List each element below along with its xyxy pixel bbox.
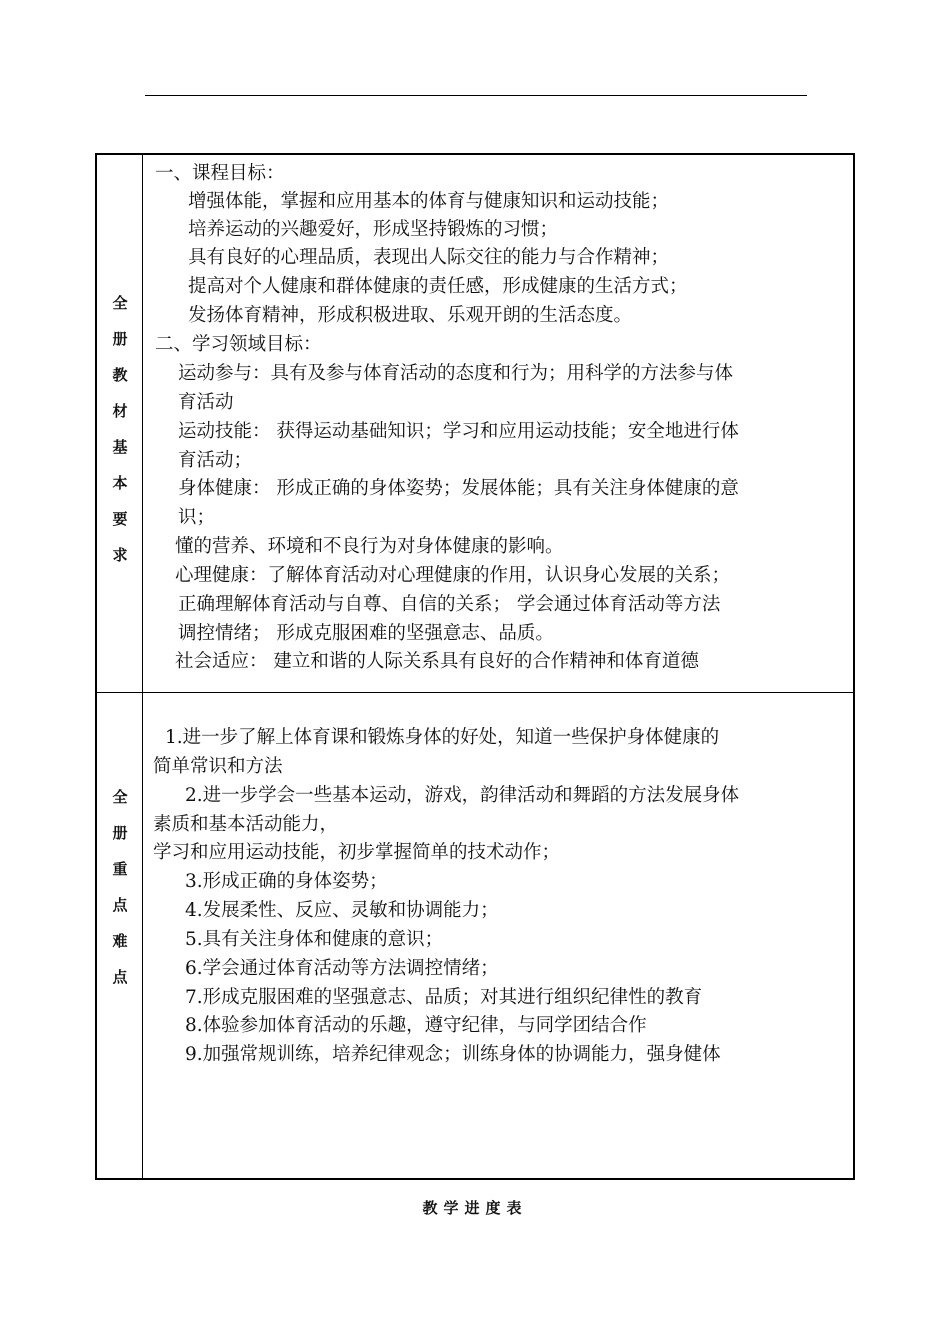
text-line: 培养运动的兴趣爱好，形成坚持锻炼的习惯； <box>188 219 559 240</box>
list-item: 7.形成克服困难的坚强意志、品质；对其进行组织纪律性的教育 <box>185 987 703 1008</box>
text-line: 正确理解体育活动与自尊、自信的关系； 学会通过体育活动等方法 <box>178 594 721 615</box>
text-line: 懂的营养、环境和不良行为对身体健康的影响。 <box>175 536 564 557</box>
vertical-label <box>97 285 143 573</box>
list-item: 4.发展柔性、反应、灵敏和协调能力； <box>185 900 499 921</box>
text-line: 发扬体育精神，形成积极进取、乐观开朗的生活态度。 <box>188 305 633 326</box>
label-char: 重 <box>112 860 128 878</box>
text-line: 运动参与：具有及参与体育活动的态度和行为；用科学的方法参与体 <box>178 363 734 384</box>
row-label-key-difficulties <box>97 693 143 1178</box>
text-line: 增强体能，掌握和应用基本的体育与健康知识和运动技能； <box>188 191 670 212</box>
text-line: 育活动； <box>178 450 253 471</box>
label-char: 册 <box>112 824 128 842</box>
label-char: 基 <box>112 438 128 456</box>
label-char: 材 <box>112 402 128 420</box>
list-item: 素质和基本活动能力， <box>153 814 339 835</box>
text-line: 识； <box>178 507 216 528</box>
list-item: 9.加强常规训练，培养纪律观念；训练身体的协调能力，强身健体 <box>185 1044 721 1065</box>
row-label-basic-requirements <box>97 155 143 692</box>
key-difficulties-content <box>143 693 853 1178</box>
label-char: 求 <box>112 546 128 564</box>
basic-requirements-content <box>143 155 853 692</box>
list-item: 6.学会通过体育活动等方法调控情绪； <box>185 958 499 979</box>
list-item: 5.具有关注身体和健康的意识； <box>185 929 444 950</box>
text-line: 心理健康：了解体育活动对心理健康的作用，认识身心发展的关系； <box>175 565 731 586</box>
text-line: 提高对个人健康和群体健康的责任感，形成健康的生活方式； <box>188 276 688 297</box>
list-item: 3.形成正确的身体姿势； <box>185 871 388 892</box>
requirements-table <box>95 153 855 1180</box>
label-char: 本 <box>112 474 128 492</box>
text-line: 具有良好的心理品质，表现出人际交往的能力与合作精神； <box>188 247 670 268</box>
text-line: 社会适应： 建立和谐的人际关系具有良好的合作精神和体育道德 <box>175 651 699 672</box>
label-char: 要 <box>112 510 128 528</box>
label-char: 点 <box>112 896 128 914</box>
header-rule <box>145 95 807 96</box>
vertical-label <box>97 779 143 995</box>
list-item: 简单常识和方法 <box>153 756 283 777</box>
label-char: 册 <box>112 330 128 348</box>
label-char: 全 <box>112 294 128 312</box>
text-line: 育活动 <box>178 392 234 413</box>
label-char: 点 <box>112 968 128 986</box>
label-char: 全 <box>112 788 128 806</box>
list-item: 2.进一步学会一些基本运动，游戏，韵律活动和舞蹈的方法发展身体 <box>185 785 740 806</box>
footer-title: 教学进度表 <box>422 1199 528 1217</box>
list-item: 1.进一步了解上体育课和锻炼身体的好处，知道一些保护身体健康的 <box>165 727 720 748</box>
heading-learning-goals: 二、学习领域目标： <box>155 334 322 355</box>
list-item: 学习和应用运动技能，初步掌握简单的技术动作； <box>153 842 561 863</box>
label-char: 教 <box>112 366 128 384</box>
heading-course-goals: 一、课程目标： <box>155 163 285 184</box>
table-row-basic-requirements <box>97 155 853 693</box>
text-line: 运动技能： 获得运动基础知识；学习和应用运动技能；安全地进行体 <box>178 421 739 442</box>
label-char: 难 <box>112 932 128 950</box>
text-line: 调控情绪； 形成克服困难的坚强意志、品质。 <box>178 623 554 644</box>
text-line: 身体健康： 形成正确的身体姿势；发展体能；具有关注身体健康的意 <box>178 478 739 499</box>
list-item: 8.体验参加体育活动的乐趣，遵守纪律，与同学团结合作 <box>185 1015 647 1036</box>
table-row-key-difficulties <box>97 693 853 1178</box>
